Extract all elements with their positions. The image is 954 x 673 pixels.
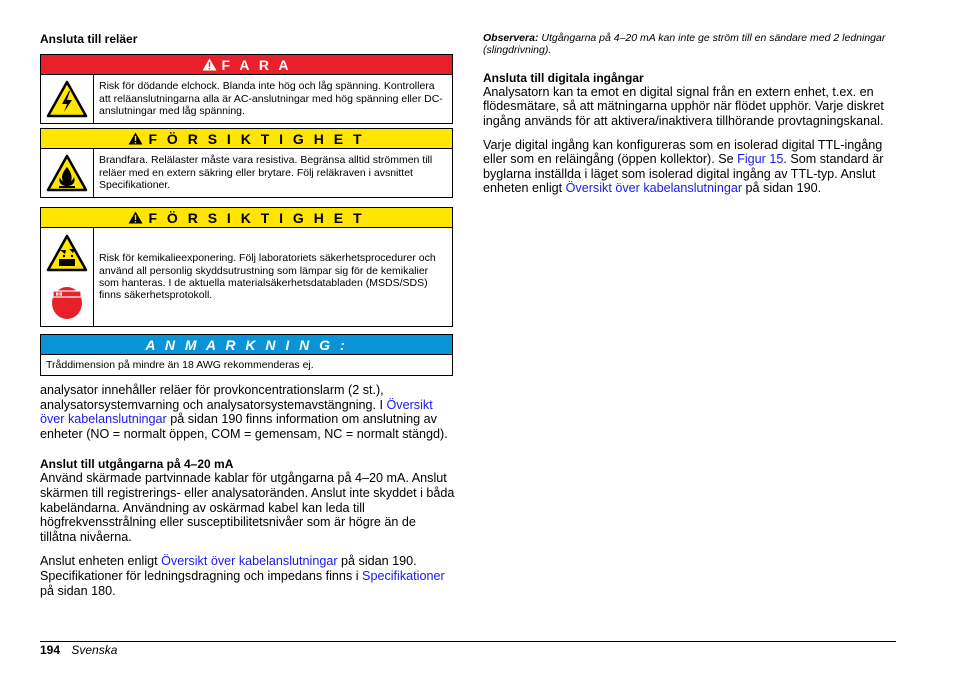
caution-box-fire [40,128,453,198]
link-cable-overview-2[interactable]: Översikt över kabelanslutningar [161,554,338,569]
caution-header [41,208,452,228]
left-column [40,32,455,598]
caution-title: F Ö R S I K T I G H E T [148,209,365,226]
right-column [483,32,896,196]
note-header: A N M A R K N I N G : [41,335,452,355]
observe-label: Observera: [483,32,539,44]
page-number: 194 [40,643,61,657]
ma-paragraph: Använd skärmade partvinnade kablar för utgångarna på 4–20 mA. Anslut skärmen till registrerings- eller analysatoränden. Anslut inte skyddet i båda kabeländarna. Användning av oskärmad kabel kan leda till högfrekvensstrålning eller susceptibilitetsnivåer som är högre än de tillåtna nivåerna. [40,471,455,544]
warning-triangle-icon [202,58,217,71]
digital-paragraph-2: Varje digital ingång kan konfigureras som en isolerad digital TTL-ingång eller som en reläingång (öppen kollektor). Se Figur 15. Som standard är byglarna inställda i läget som isolerad digital ingång av TTL-typ. Anslut enheten enligt Översikt över kabelanslutningar på sidan 190. [483,137,884,196]
danger-header [41,55,452,75]
fire-hazard-icon [46,154,88,192]
heading-4-20ma: Anslut till utgångarna på 4–20 mA [40,457,234,472]
note-text: Tråddimension på mindre än 18 AWG rekommenderas ej. [46,359,314,371]
footer-divider [40,641,896,642]
electric-shock-icon [46,80,88,118]
note-box [40,334,453,376]
caution-title: F Ö R S I K T I G H E T [148,130,365,147]
warning-triangle-icon [128,132,143,145]
heading-relays: Ansluta till reläer [40,32,138,46]
digital-paragraph-1: Analysatorn kan ta emot en digital signal från en extern enhet, t.ex. en flödesmätare, så att mätningarna upphör när flödet upphör. Varje diskret ingång används för att aktivera/inaktivera tillhörande provtagningskanal. [483,84,884,128]
danger-box [40,54,453,124]
danger-title: F A R A [221,56,292,73]
link-specifications[interactable]: Specifikationer [362,568,445,583]
caution-chemical-text: Risk för kemikalieexponering. Följ laboratoriets säkerhetsprocedurer och använd all personlig skyddsutrustning som lämpar sig för de kemikalier som hanteras. I de aktuella materialsäkerhetsdatabladen (MSDS/SDS) finns säkerhetsprotokoll. [99,252,436,302]
link-cable-overview-3[interactable]: Översikt över kabelanslutningar [565,181,743,196]
link-figure-15[interactable]: Figur 15 [737,152,784,167]
page-footer [40,643,117,657]
heading-digital-inputs: Ansluta till digitala ingångar [483,70,644,85]
caution-box-chemical [40,207,453,327]
caution-fire-text: Brandfara. Relälaster måste vara resistiva. Begränsa alltid strömmen till reläer med en extern säkring eller brytare. Följ reläkraven i avsnittet Specifikationer. [99,154,433,192]
connect-paragraph: Anslut enheten enligt Översikt över kabelanslutningar på sidan 190. Specifikationer för ledningsdragning och impedans finns i Specifikationer på sidan 180. [40,554,445,598]
observe-note: Observera: Utgångarna på 4–20 mA kan inte ge ström till en sändare med 2 ledningar (slingdrivning). [483,32,886,57]
danger-text: Risk för dödande elchock. Blanda inte hög och låg spänning. Kontrollera att reläanslutningarna alla är AC-anslutningar med hög spänning eller DC-anslutningar med låg spänning. [99,80,443,118]
caution-header [41,129,452,149]
relay-paragraph: analysator innehåller reläer för provkoncentrationslarm (2 st.), analysatorsystemvarning och analysatorsystemavstängning. I Översikt över kabelanslutningar på sidan 190 finns information om anslutning av enheter (NO = normalt öppen, COM = gemensam, NC = normalt stängd). [40,383,448,441]
link-cable-overview[interactable]: Översikt över kabelanslutningar [40,397,433,427]
warning-triangle-icon [128,211,143,224]
chemical-hazard-icon [46,234,88,272]
footer-language: Svenska [71,643,118,657]
face-shield-icon [50,282,84,320]
